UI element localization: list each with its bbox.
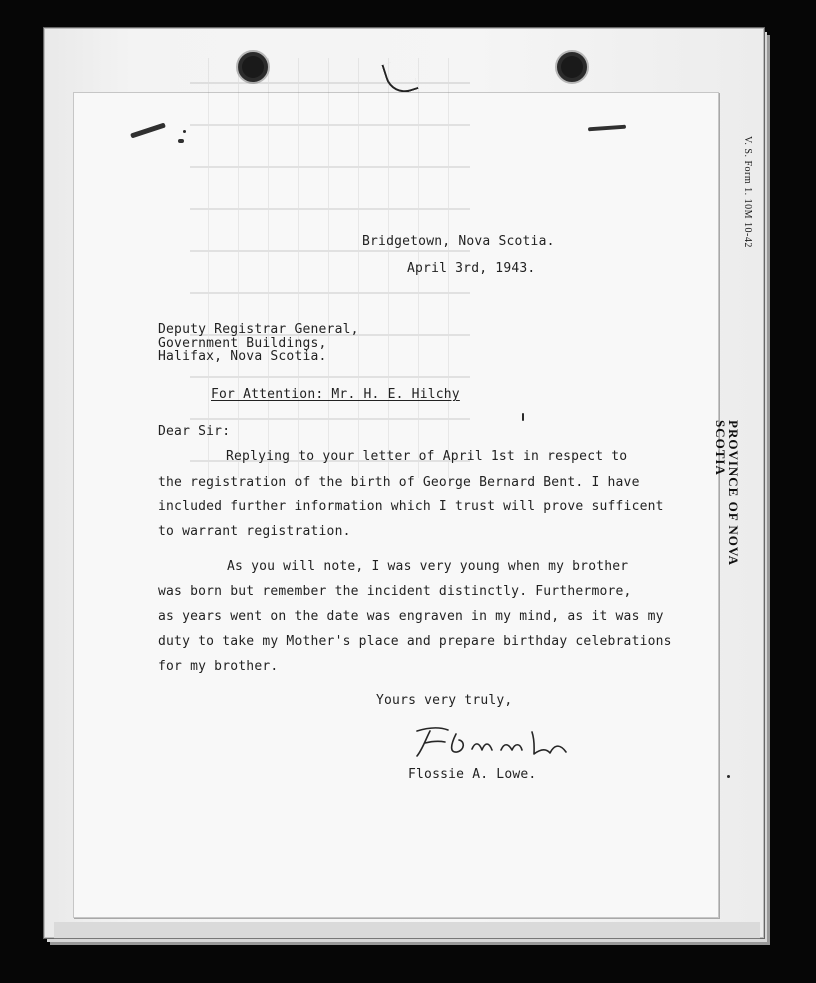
handwritten-signature	[410, 725, 572, 759]
right-binder-hole	[555, 50, 589, 84]
typed-signature-name: Flossie A. Lowe.	[408, 767, 537, 782]
closing: Yours very truly,	[376, 693, 513, 708]
letter-date: April 3rd, 1943.	[407, 261, 536, 276]
paragraph-2-line: duty to take my Mother's place and prepare birthday celebrations	[158, 634, 672, 649]
form-code: V. S. Form 1. 10M 10-42	[742, 136, 753, 248]
paragraph-2-line: as years went on the date was engraven in my mind, as it was my	[158, 609, 664, 624]
scan-speck	[522, 413, 524, 421]
paragraph-1-line: to warrant registration.	[158, 524, 351, 539]
paragraph-2-line: was born but remember the incident distinctly. Furthermore,	[158, 584, 632, 599]
recipient-line: Halifax, Nova Scotia.	[158, 349, 327, 364]
paragraph-1-line: Replying to your letter of April 1st in respect to	[226, 449, 628, 464]
scan-speck	[727, 775, 730, 778]
stacked-page-edge	[54, 922, 760, 939]
paragraph-1-line: the registration of the birth of George Bernard Bent. I have	[158, 475, 640, 490]
attention-line: For Attention: Mr. H. E. Hilchy	[211, 387, 460, 402]
letter-place: Bridgetown, Nova Scotia.	[362, 234, 555, 249]
staple-mark	[178, 139, 184, 143]
salutation: Dear Sir:	[158, 424, 231, 439]
paragraph-1-line: included further information which I trust will prove sufficent	[158, 499, 664, 514]
recipient-line: Government Buildings,	[158, 336, 327, 351]
scan-speck	[183, 130, 186, 133]
paragraph-2-line: As you will note, I was very young when my brother	[227, 559, 629, 574]
recipient-line: Deputy Registrar General,	[158, 322, 359, 337]
paragraph-2-line: for my brother.	[158, 659, 279, 674]
province-banner: PROVINCE OF NOVA SCOTIA	[713, 420, 741, 566]
